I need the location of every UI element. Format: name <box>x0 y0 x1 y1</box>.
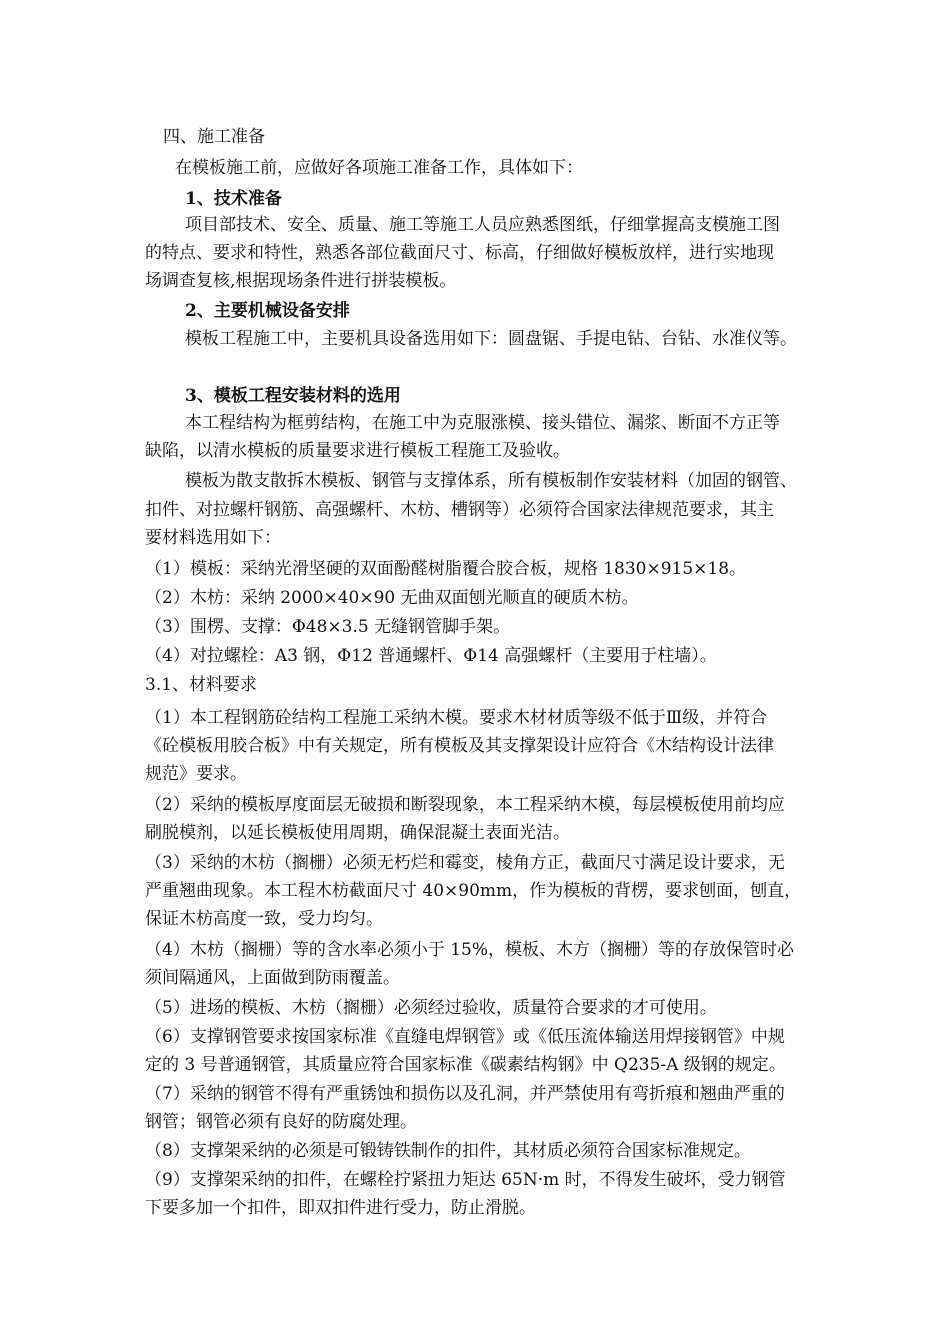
text-line: 在模板施工前，应做好各项施工准备工作，具体如下： <box>175 158 583 178</box>
text-line: （7）采纳的钢管不得有严重锈蚀和损伤以及孔洞，并严禁使用有弯折痕和翘曲严重的 <box>145 1084 785 1104</box>
text-line: 定的 3 号普通钢管，其质量应符合国家标准《碳素结构钢》中 Q235-A 级钢的规定。 <box>145 1055 786 1075</box>
text-line: 严重翘曲现象。本工程木枋截面尺寸 40×90mm，作为模板的背楞，要求刨面，刨直， <box>145 881 802 901</box>
text-line: （4）对拉螺栓：A3 钢，Φ12 普通螺杆、Φ14 高强螺杆（主要用于柱墙）。 <box>145 646 717 666</box>
text-line: （5）进场的模板、木枋（搁栅）必须经过验收，质量符合要求的才可使用。 <box>145 998 717 1018</box>
text-line: 3.1、材料要求 <box>145 675 258 695</box>
text-line: 刷脱模剂，以延长模板使用周期，确保混凝土表面光洁。 <box>145 823 570 843</box>
text-line: 《砼模板用胶合板》中有关规定，所有模板及其支撑架设计应符合《木结构设计法律 <box>145 736 774 756</box>
text-line: 项目部技术、安全、质量、施工等施工人员应熟悉图纸，仔细掌握高支模施工图 <box>185 215 780 235</box>
text-line: 要材料选用如下： <box>145 528 281 548</box>
text-line: （4）木枋（搁栅）等的含水率必须小于 15%，模板、木方（搁栅）等的存放保管时必 <box>145 940 795 960</box>
text-line: 的特点、要求和特性，熟悉各部位截面尺寸、标高，仔细做好模板放样，进行实地现 <box>145 243 774 263</box>
text-line: 模板为散支散拆木模板、钢管与支撑体系，所有模板制作安装材料（加固的钢管、 <box>185 471 797 491</box>
section-heading: 2、主要机械设备安排 <box>185 301 350 321</box>
text-line: 须间隔通风，上面做到防雨覆盖。 <box>145 968 400 988</box>
text-line: 四、施工准备 <box>163 127 265 147</box>
text-line: 钢管；钢管必须有良好的防腐处理。 <box>145 1112 417 1132</box>
text-line: （2）木枋：采纳 2000×40×90 无曲双面刨光顺直的硬质木枋。 <box>145 588 639 608</box>
text-line: 保证木枋高度一致，受力均匀。 <box>145 909 383 929</box>
section-heading: 1、技术准备 <box>185 189 282 209</box>
text-line: （8）支撑架采纳的必须是可锻铸铁制作的扣件，其材质必须符合国家标准规定。 <box>145 1141 751 1161</box>
text-line: 扣件、对拉螺杆钢筋、高强螺杆、木枋、槽钢等）必须符合国家法律规范要求，其主 <box>145 500 774 520</box>
text-line: 缺陷，以清水模板的质量要求进行模板工程施工及验收。 <box>145 441 570 461</box>
text-line: （9）支撑架采纳的扣件，在螺栓拧紧扭力矩达 65N·m 时，不得发生破坏，受力钢管 <box>145 1170 786 1190</box>
text-line: 场调查复核,根据现场条件进行拼装模板。 <box>145 271 457 291</box>
text-line: （3）采纳的木枋（搁栅）必须无朽烂和霉变，棱角方正，截面尺寸满足设计要求，无 <box>145 853 785 873</box>
text-line: （3）围楞、支撑：Φ48×3.5 无缝钢管脚手架。 <box>145 617 511 637</box>
text-line: 模板工程施工中，主要机具设备选用如下：圆盘锯、手提电钻、台钻、水准仪等。 <box>185 329 797 349</box>
text-line: 规范》要求。 <box>145 764 247 784</box>
section-heading: 3、模板工程安装材料的选用 <box>185 386 401 406</box>
text-line: （1）模板：采纳光滑坚硬的双面酚醛树脂覆合胶合板，规格 1830×915×18。 <box>145 559 747 579</box>
text-line: （2）采纳的模板厚度面层无破损和断裂现象，本工程采纳木模，每层模板使用前均应 <box>145 795 785 815</box>
text-line: 下要多加一个扣件，即双扣件进行受力，防止滑脱。 <box>145 1198 536 1218</box>
text-line: 本工程结构为框剪结构，在施工中为克服涨模、接头错位、漏浆、断面不方正等 <box>185 413 780 433</box>
text-line: （1）本工程钢筋砼结构工程施工采纳木模。要求木材材质等级不低于Ⅲ级，并符合 <box>145 708 768 728</box>
text-line: （6）支撑钢管要求按国家标准《直缝电焊钢管》或《低压流体输送用焊接钢管》中规 <box>145 1027 785 1047</box>
